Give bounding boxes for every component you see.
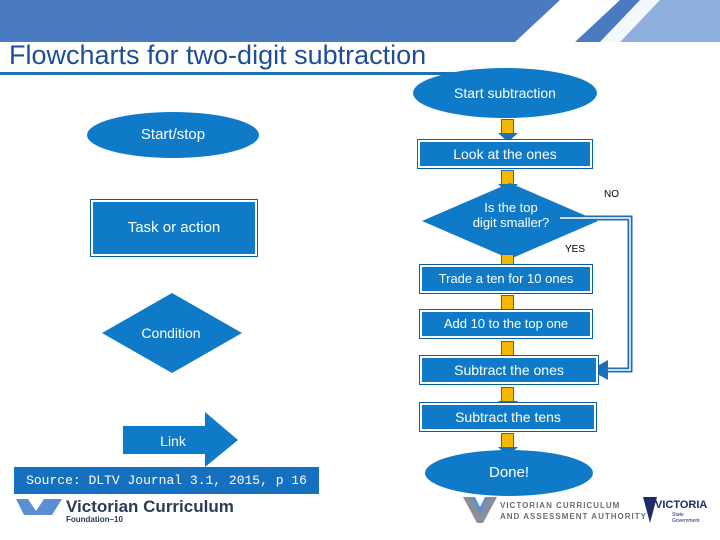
victoria-sub-line-1: State [672,512,684,518]
flow-end-label: Done! [488,464,530,482]
connector-icon [501,119,514,134]
flow-step-look-ones-label: Look at the ones [453,145,557,162]
vcaa-line-2: AND ASSESSMENT AUTHORITY [500,512,647,521]
connector-icon [501,433,514,448]
legend-condition-label: Condition [141,324,201,341]
legend-start-stop-label: Start/stop [140,126,206,144]
victoria-name: VICTORIA [655,499,708,511]
vcaa-name [500,500,647,522]
legend-task-label: Task or action [127,219,221,237]
flow-start-label: Start subtraction [454,84,556,101]
connector-icon [501,387,514,402]
flow-step-add-ten-label: Add 10 to the top one [443,315,569,331]
vcaa-line-1: VICTORIAN CURRICULUM [500,501,621,510]
flow-step-subtract-ones-label: Subtract the ones [454,361,564,378]
connector-icon [501,295,514,310]
source-caption: Source: DLTV Journal 3.1, 2015, p 16 [14,467,319,494]
title-underline [0,72,500,75]
vcaa-logo-icon [463,497,497,523]
connector-icon [501,341,514,356]
flow-decision-label: Is the top digit smaller? [472,200,550,230]
page-title: Flowcharts for two-digit subtraction [9,40,427,70]
victorian-curriculum-sub: Foundation–10 [66,515,123,524]
decision-no-label: NO [604,189,619,200]
victoria-sub-line-2: Government [672,518,700,524]
decision-yes-label: YES [565,244,586,255]
victorian-curriculum-name: Victorian Curriculum [66,497,234,516]
flow-step-trade-ten-label: Trade a ten for 10 ones [438,270,574,286]
flow-step-subtract-tens-label: Subtract the tens [455,408,561,425]
victoria-sub [672,512,700,524]
victorian-curriculum-logo-icon [16,499,62,515]
header-bar [0,0,720,42]
legend-link-label: Link [160,432,186,449]
